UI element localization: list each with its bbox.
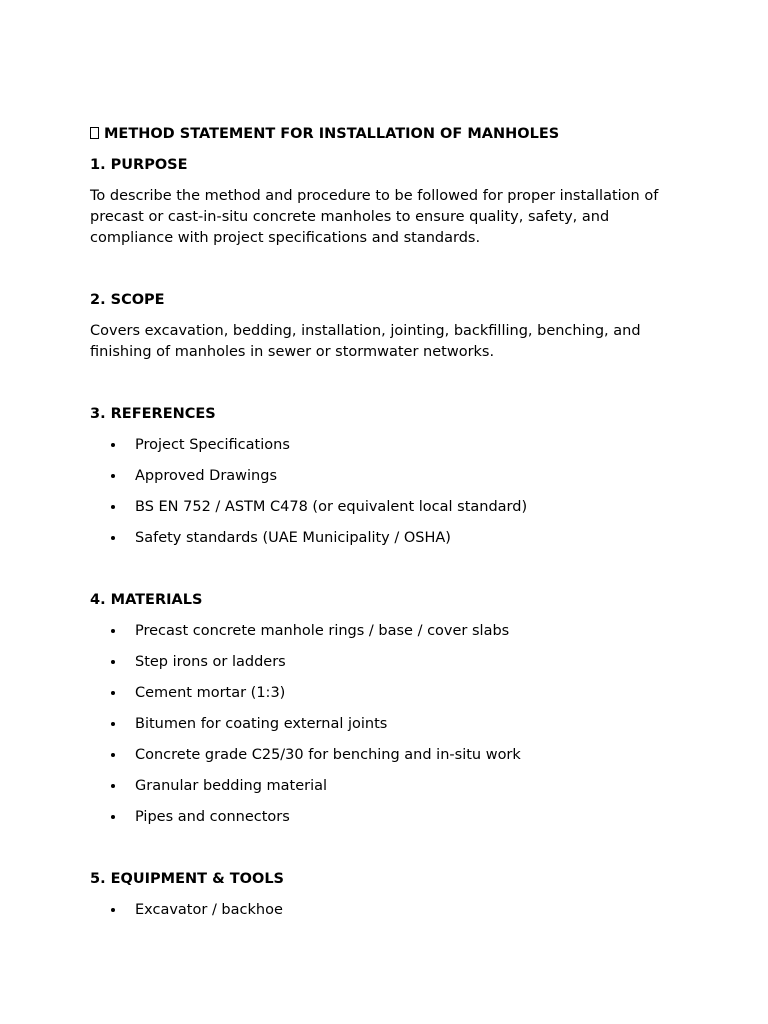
list-item: Concrete grade C25/30 for benching and in-situ work bbox=[90, 745, 680, 765]
document-title-text: METHOD STATEMENT FOR INSTALLATION OF MANHOLES bbox=[104, 126, 560, 142]
section-purpose bbox=[90, 155, 680, 249]
list-item: BS EN 752 / ASTM C478 (or equivalent local standard) bbox=[90, 497, 680, 517]
bullet-icon bbox=[111, 753, 115, 757]
section-scope bbox=[90, 290, 680, 363]
list-item: Bitumen for coating external joints bbox=[90, 714, 680, 734]
section-heading: 5. EQUIPMENT & TOOLS bbox=[90, 871, 285, 887]
bullet-icon bbox=[111, 691, 115, 695]
bullet-icon bbox=[111, 505, 115, 509]
list-item: Approved Drawings bbox=[90, 466, 680, 486]
section-heading: 1. PURPOSE bbox=[90, 157, 188, 173]
section-heading: 4. MATERIALS bbox=[90, 592, 203, 608]
bullet-icon bbox=[111, 474, 115, 478]
equipment-list bbox=[90, 900, 680, 920]
list-item: Cement mortar (1:3) bbox=[90, 683, 680, 703]
bullet-icon bbox=[111, 815, 115, 819]
document-page bbox=[90, 124, 680, 931]
bullet-icon bbox=[111, 908, 115, 912]
list-item: Precast concrete manhole rings / base / cover slabs bbox=[90, 621, 680, 641]
section-heading: 3. REFERENCES bbox=[90, 406, 216, 422]
list-item: Granular bedding material bbox=[90, 776, 680, 796]
list-item: Project Specifications bbox=[90, 435, 680, 455]
section-equipment bbox=[90, 869, 680, 920]
section-heading: 2. SCOPE bbox=[90, 292, 165, 308]
bullet-icon bbox=[111, 536, 115, 540]
bullet-icon bbox=[111, 784, 115, 788]
bullet-icon bbox=[111, 722, 115, 726]
bullet-icon bbox=[111, 443, 115, 447]
bullet-icon bbox=[111, 660, 115, 664]
bullet-icon bbox=[111, 629, 115, 633]
references-list bbox=[90, 435, 680, 548]
section-references bbox=[90, 404, 680, 548]
list-item: Excavator / backhoe bbox=[90, 900, 680, 920]
missing-glyph-icon bbox=[90, 127, 99, 139]
materials-list bbox=[90, 621, 680, 827]
section-paragraph: To describe the method and procedure to be followed for proper installation of precast or cast-in-situ concrete manholes to ensure quality, safety, and compliance with project specifications and standards. bbox=[90, 188, 659, 246]
list-item: Safety standards (UAE Municipality / OSHA) bbox=[90, 528, 680, 548]
section-materials bbox=[90, 590, 680, 827]
section-paragraph: Covers excavation, bedding, installation, jointing, backfilling, benching, and finishing of manholes in sewer or stormwater networks. bbox=[90, 323, 641, 360]
document-title bbox=[90, 124, 680, 144]
list-item: Step irons or ladders bbox=[90, 652, 680, 672]
list-item: Pipes and connectors bbox=[90, 807, 680, 827]
